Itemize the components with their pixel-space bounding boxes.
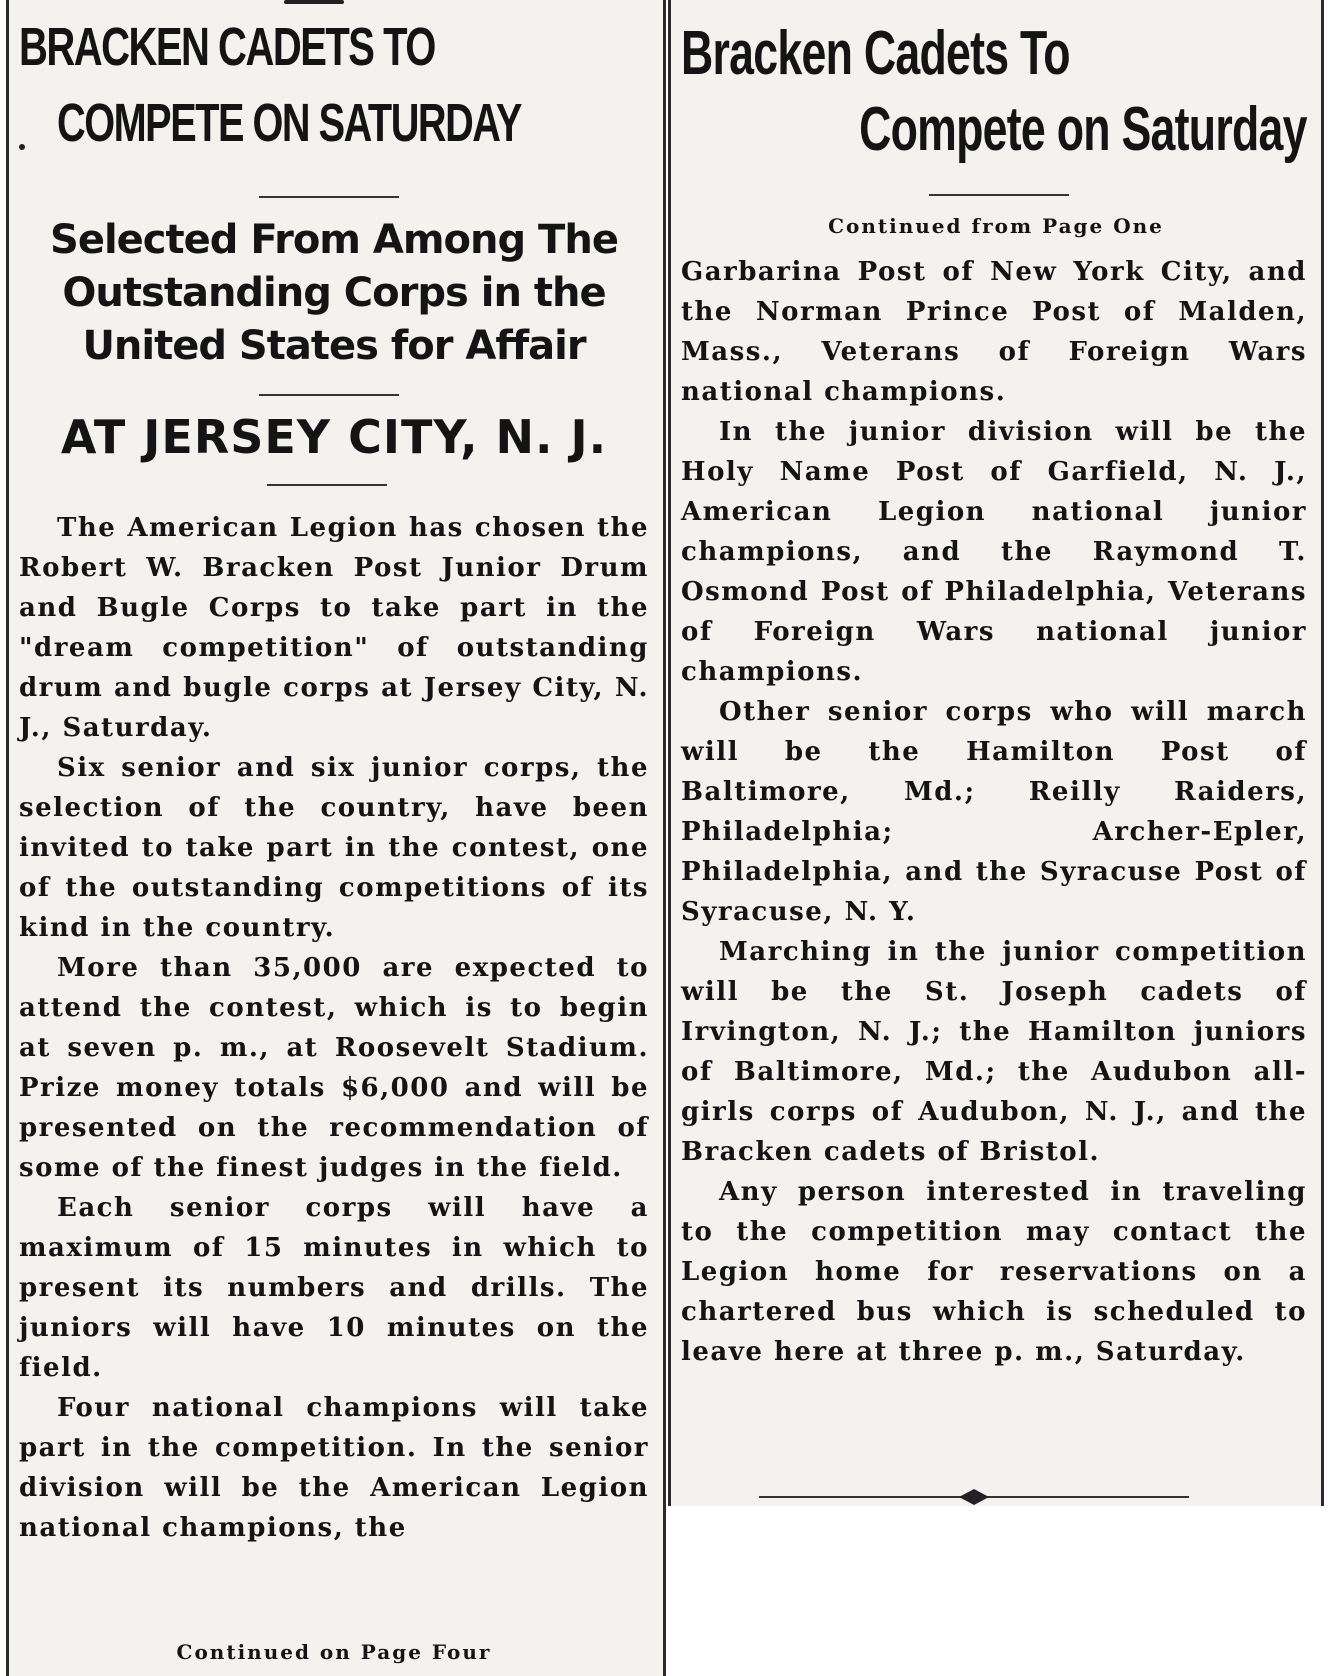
paragraph: Four national champions will take part in the competition. In the senior division will be the American Legion national champions, the (19, 1393, 649, 1543)
deck-line-3: United States for Affair (82, 323, 586, 369)
paragraph: Garbarina Post of New York City, and the Norman Prince Post of Malden, Mass., Veterans of Foreign Wars national champions. (681, 257, 1307, 407)
paragraph: In the junior division will be the Holy Name Post of Garfield, N. J., American Legion national junior champions, and the Raymond T. Osmond Post of Philadelphia, Veterans of Foreign Wars national junior champions. (681, 417, 1307, 687)
article-body (681, 252, 1307, 1372)
paragraph: Other senior corps who will march will be the Hamilton Post of Baltimore, Md.; Reilly Raiders, Philadelphia; Archer-Epler, Philadelphia, and the Syracuse Post of Syracuse, N. Y. (681, 697, 1307, 927)
paragraph: The American Legion has chosen the Robert W. Bracken Post Junior Drum and Bugle Corps to take part in the "dream competition" of outstanding drum and bugle corps at Jersey City, N. J., Saturday. (19, 513, 649, 743)
article-continuation (668, 0, 1324, 1506)
continued-on-note: Continued on Page Four (176, 1640, 492, 1664)
paragraph: Each senior corps will have a maximum of 15 minutes in which to present its numbers and drills. The juniors will have 10 minutes on the field. (19, 1193, 649, 1383)
dateline-head: AT JERSEY CITY, N. J. (60, 410, 608, 464)
continued-from-note: Continued from Page One (828, 214, 1164, 238)
top-ornament (9, 0, 663, 6)
stray-mark (19, 144, 25, 150)
headline (19, 16, 581, 78)
headline-line-1: Bracken Cadets To (681, 19, 1070, 88)
deck-line-1: Selected From Among The (50, 217, 618, 263)
divider-rule (259, 394, 399, 396)
end-ornament-icon (759, 1485, 1189, 1509)
headline-line-1: BRACKEN CADETS TO (19, 17, 435, 77)
paragraph: More than 35,000 are expected to attend the contest, which is to begin at seven p. m., at Roosevelt Stadium. Prize money totals $6,000 and will be presented on the recommendation of some of the finest judges in the field. (19, 953, 649, 1183)
divider-rule (259, 196, 399, 198)
divider-rule (929, 194, 1069, 196)
paragraph: Any person interested in traveling to the competition may contact the Legion home for reservations on a chartered bus which is scheduled to leave here at three p. m., Saturday. (681, 1177, 1307, 1367)
deck-line-2: Outstanding Corps in the (62, 270, 606, 316)
deck (9, 214, 659, 373)
article-front-page (6, 0, 666, 1676)
divider-rule (267, 484, 387, 486)
paragraph: Marching in the junior competition will be the St. Joseph cadets of Irvington, N. J.; the Hamilton juniors of Baltimore, Md.; the Audubon all-girls corps of Audubon, N. J., and the Bracken cadets of Bristol. (681, 937, 1307, 1167)
paragraph: Six senior and six junior corps, the selection of the country, have been invited to take part in the contest, one of the outstanding competitions of its kind in the country. (19, 753, 649, 943)
headline-line-2: COMPETE ON SATURDAY (57, 93, 521, 153)
article-body (19, 508, 649, 1548)
headline-line-2: Compete on Saturday (859, 95, 1307, 164)
